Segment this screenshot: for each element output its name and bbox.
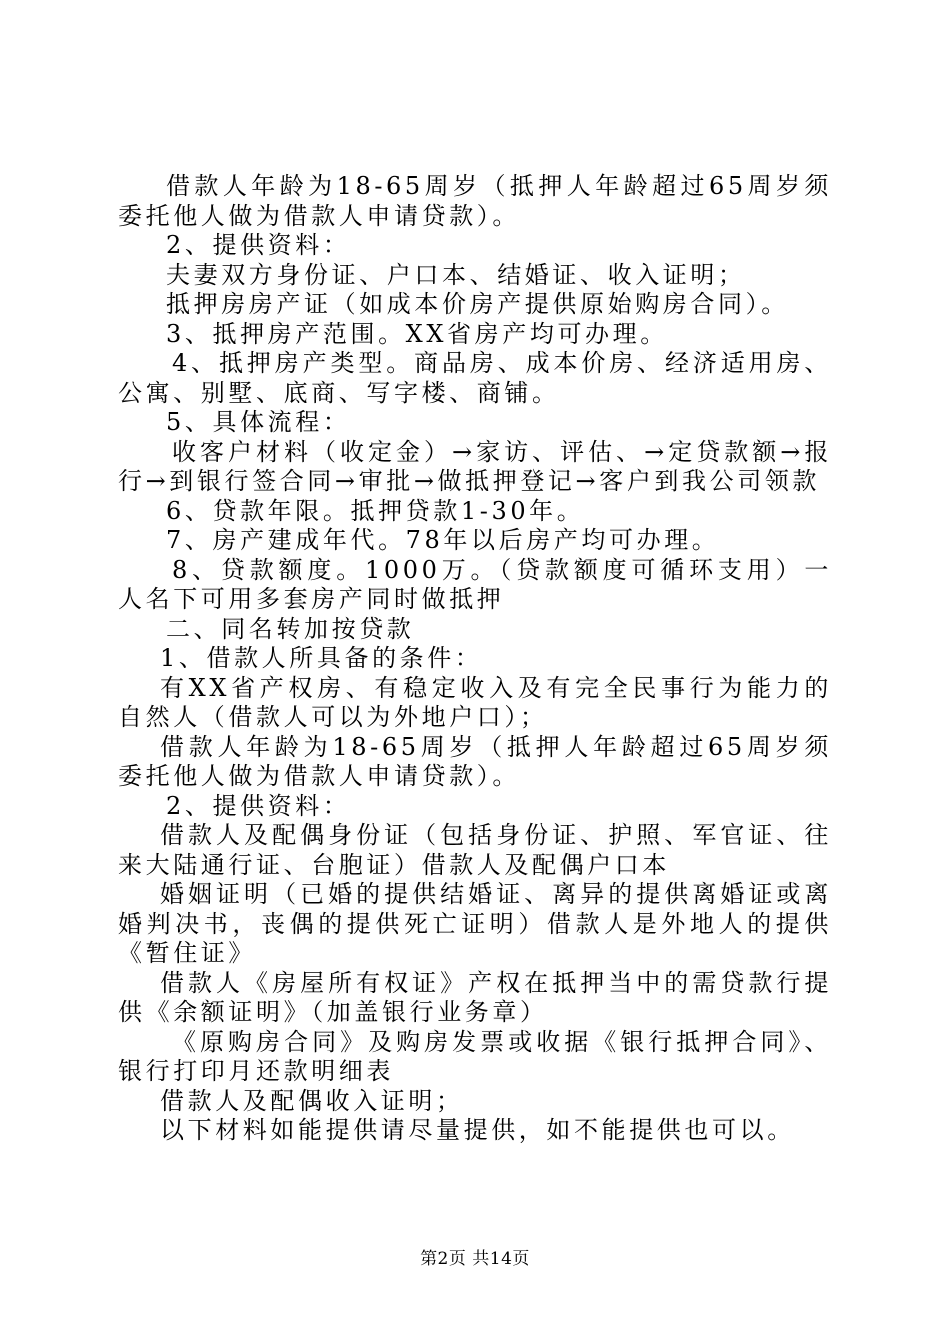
paragraph-property-types: 4、抵押房产类型。商品房、成本价房、经济适用房、公寓、别墅、底商、写字楼、商铺。 [118,349,832,407]
paragraph-id-documents: 借款人及配偶身份证（包括身份证、护照、军官证、往来大陆通行证、台胞证）借款人及配偶户口本 [118,821,832,879]
paragraph-age-requirement: 借款人年龄为18-65周岁（抵押人年龄超过65周岁须委托他人做为借款人申请贷款）。 [118,172,832,230]
paragraph-income-proof: 借款人及配偶收入证明； [160,1086,464,1115]
paragraph-process-flow: 收客户材料（收定金）→家访、评估、→定贷款额→报行→到银行签合同→审批→做抵押登记→客户到我公司领款 [118,437,832,495]
section-heading-same-name-transfer: 二、同名转加按贷款 [166,614,415,643]
document-body [118,172,832,1146]
paragraph-loan-term: 6、贷款年限。抵押贷款1-30年。 [166,496,585,525]
paragraph-purchase-contract: 《原购房合同》及购房发票或收据《银行抵押合同》、银行打印月还款明细表 [118,1027,832,1085]
paragraph-marriage-proof: 婚姻证明（已婚的提供结婚证、离异的提供离婚证或离婚判决书，丧偶的提供死亡证明）借款人是外地人的提供《暂住证》 [118,880,832,967]
paragraph-age-requirement-2: 借款人年龄为18-65周岁（抵押人年龄超过65周岁须委托他人做为借款人申请贷款）。 [118,732,832,790]
paragraph-materials-heading-2: 2、提供资料： [166,791,351,820]
paragraph-borrower-conditions-heading: 1、借款人所具备的条件： [160,644,483,672]
paragraph-property-scope: 3、抵押房产范围。XX省房产均可办理。 [166,319,668,348]
paragraph-property-ownership: 有XX省产权房、有稳定收入及有完全民事行为能力的自然人（借款人可以为外地户口）； [118,673,832,731]
paragraph-build-year: 7、房产建成年代。78年以后房产均可办理。 [166,526,720,554]
page-footer [0,1244,950,1269]
paragraph-property-certificate: 抵押房房产证（如成本价房产提供原始购房合同）。 [166,290,789,318]
page-number: 第2页 共14页 [420,1249,530,1269]
paragraph-loan-amount: 8、贷款额度。1000万。（贷款额度可循环支用）一人名下可用多套房产同时做抵押 [118,555,832,613]
paragraph-couple-documents: 夫妻双方身份证、户口本、结婚证、收入证明； [166,260,746,289]
paragraph-process-heading: 5、具体流程： [166,408,351,436]
paragraph-ownership-certificate: 借款人《房屋所有权证》产权在抵押当中的需贷款行提供《余额证明》（加盖银行业务章） [118,968,832,1026]
paragraph-optional-materials: 以下材料如能提供请尽量提供，如不能提供也可以。 [160,1116,795,1144]
paragraph-materials-heading: 2、提供资料： [166,231,351,259]
